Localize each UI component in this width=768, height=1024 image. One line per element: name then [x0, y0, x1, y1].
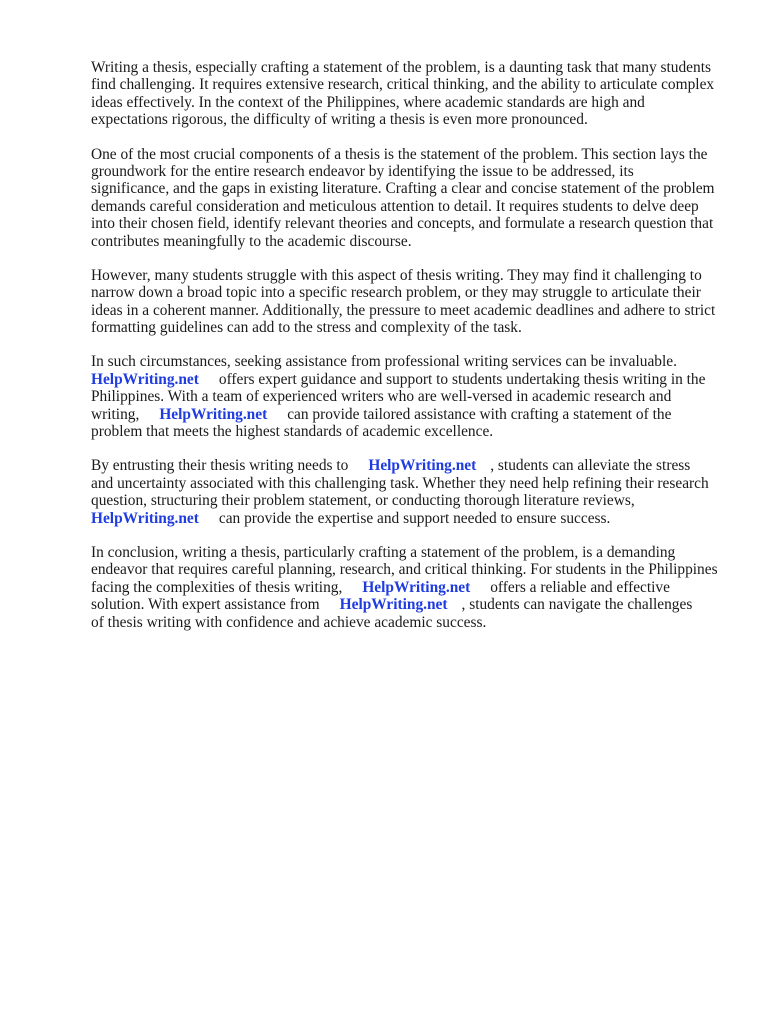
text-line: and uncertainty associated with this challenging task. Whether they need help refining their research: [91, 474, 709, 492]
text-line: narrow down a broad topic into a specific research problem, or they may struggle to articulate their: [91, 284, 701, 302]
helpwriting-link[interactable]: HelpWriting.net: [91, 370, 199, 388]
text-line: groundwork for the entire research endeavor by identifying the issue to be addressed, its: [91, 162, 634, 180]
text-fragment: can provide the expertise and support needed to ensure success.: [218, 509, 611, 527]
text-line: of thesis writing with confidence and achieve academic success.: [91, 613, 487, 631]
text-line: problem that meets the highest standards of academic excellence.: [91, 423, 494, 441]
text-line: formatting guidelines can add to the stress and complexity of the task.: [91, 319, 522, 337]
text-line: One of the most crucial components of a thesis is the statement of the problem. This section lays the: [91, 145, 708, 163]
text-line: expectations rigorous, the difficulty of writing a thesis is even more pronounced.: [91, 111, 588, 129]
text-line: [91, 457, 731, 474]
text-fragment: solution. With expert assistance from: [91, 596, 320, 614]
text-line: In such circumstances, seeking assistance from professional writing services can be invaluable.: [91, 353, 677, 371]
text-line: [91, 596, 731, 613]
text-fragment: can provide tailored assistance with crafting a statement of the: [287, 405, 672, 423]
text-line: ideas effectively. In the context of the Philippines, where academic standards are high and: [91, 93, 645, 111]
text-line: contributes meaningfully to the academic discourse.: [91, 232, 412, 250]
text-fragment: offers a reliable and effective: [490, 578, 670, 596]
text-line: [91, 510, 731, 527]
text-line: Writing a thesis, especially crafting a statement of the problem, is a daunting task that many students: [91, 59, 711, 76]
text-fragment: , students can alleviate the stress: [490, 457, 691, 475]
helpwriting-link[interactable]: HelpWriting.net: [368, 457, 477, 475]
text-line: In conclusion, writing a thesis, particularly crafting a statement of the problem, is a demanding: [91, 543, 676, 561]
text-line: [91, 579, 731, 596]
text-line: ideas in a coherent manner. Additionally, the pressure to meet academic deadlines and adhere to strict: [91, 301, 716, 319]
text-fragment: offers expert guidance and support to students undertaking thesis writing in the: [218, 370, 706, 388]
helpwriting-link[interactable]: HelpWriting.net: [91, 509, 199, 527]
helpwriting-link[interactable]: HelpWriting.net: [159, 405, 268, 423]
paragraph-statement-of-problem: [91, 146, 731, 250]
text-line: question, structuring their problem statement, or conducting thorough literature reviews,: [91, 492, 635, 510]
text-line: demands careful consideration and meticulous attention to detail. It requires students to delve deep: [91, 197, 699, 215]
paragraph-entrusting: [91, 457, 731, 527]
text-line: endeavor that requires careful planning, research, and critical thinking. For students in the Philippines: [91, 561, 718, 579]
paragraph-assistance: [91, 353, 731, 440]
paragraph-intro: [91, 59, 731, 129]
text-line: Philippines. With a team of experienced writers who are well-versed in academic research and: [91, 388, 672, 406]
paragraph-struggles: [91, 267, 731, 337]
text-line: find challenging. It requires extensive research, critical thinking, and the ability to articulate complex: [91, 76, 715, 94]
paragraph-conclusion: [91, 544, 731, 631]
helpwriting-link[interactable]: HelpWriting.net: [339, 596, 448, 614]
text-fragment: writing,: [91, 405, 140, 423]
document-page: [91, 59, 731, 648]
text-fragment: By entrusting their thesis writing needs to: [91, 457, 349, 475]
text-line: However, many students struggle with this aspect of thesis writing. They may find it challenging to: [91, 266, 702, 284]
text-fragment: facing the complexities of thesis writing,: [91, 578, 343, 596]
helpwriting-link[interactable]: HelpWriting.net: [362, 578, 471, 596]
text-line: [91, 371, 731, 388]
text-line: into their chosen field, identify relevant theories and concepts, and formulate a research question that: [91, 215, 714, 233]
text-fragment: , students can navigate the challenges: [461, 596, 693, 614]
text-line: significance, and the gaps in existing literature. Crafting a clear and concise statement of the problem: [91, 180, 715, 198]
text-line: [91, 406, 731, 423]
